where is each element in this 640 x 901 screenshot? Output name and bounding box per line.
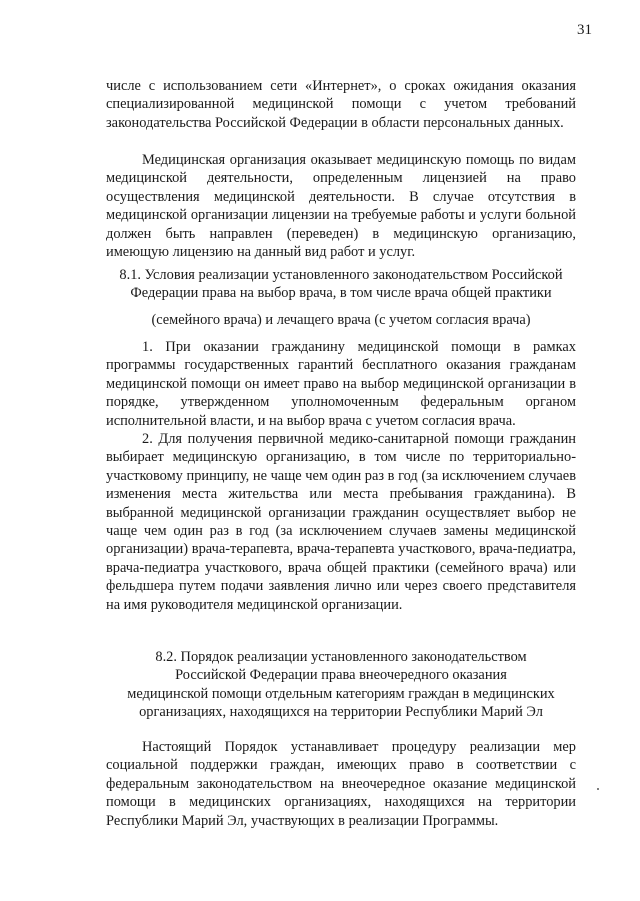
heading-line: Федерации права на выбор врача, в том числе врача общей практики [130,285,552,302]
section-heading-8-1 [106,266,576,329]
paragraph-continuation: числе с использованием сети «Интернет», о сроках ожидания оказания специализированной медицинской помощи с учетом требований законодательства Российской Федерации в области персональных данных. [106,78,576,131]
section-heading-8-2 [106,648,576,722]
heading-line: (семейного врача) и лечащего врача (с учетом согласия врача) [151,311,531,328]
paragraph-medical-organization: Медицинская организация оказывает медицинскую помощь по видам медицинской деятельности, определенным лицензией на право осуществления медицинской деятельности. В случае отсутствия в медицинской организации лицензии на требуемые работы и услуги больной должен быть направлен (переведен) в медицинскую организацию, имеющую лицензию на данный вид работ и услуг. [106,152,576,261]
paragraph-8-2-procedure: Настоящий Порядок устанавливает процедуру реализации мер социальной поддержки граждан, имеющих право в соответствии с федеральным законодательством на внеочередное оказание медицинской помощи в медицинских организациях, находящихся на территории Республики Марий Эл, участвующих в реализации Программы. [106,739,576,829]
heading-line: 8.1. Условия реализации установленного законодательством Российской [119,267,563,283]
heading-line: организациях, находящихся на территории Республики Марий Эл [139,704,543,721]
paragraph-8-1-item-2: 2. Для получения первичной медико-санитарной помощи гражданин выбирает медицинскую организацию, в том числе по территориально-участковому принципу, не чаще чем один раз в год (за исключением случаев изменения места жительства или места пребывания гражданина). В выбранной медицинской организации гражданин осуществляет выбор не чаще чем один раз в год (за исключением случаев замены медицинской организации) врача-терапевта, врача-терапевта участкового, врача-педиатра, врача-педиатра участкового, врача общей практики (семейного врача) или фельдшера путем подачи заявления лично или через своего представителя на имя руководителя медицинской организации. [106,431,576,613]
heading-line: 8.2. Порядок реализации установленного законодательством [155,649,527,665]
page-number: 31 [577,22,592,38]
scan-speck [597,788,599,790]
paragraph-8-1-item-1: 1. При оказании гражданину медицинской помощи в рамках программы государственных гарантий бесплатного оказания гражданам медицинской помощи он имеет право на выбор медицинской организации в порядке, утвержденном уполномоченным федеральным органом исполнительной власти, и на выбор врача с учетом согласия врача. [106,339,576,429]
heading-line: медицинской помощи отдельным категориям граждан в медицинских [127,685,555,702]
heading-line: Российской Федерации права внеочередного оказания [175,667,507,684]
